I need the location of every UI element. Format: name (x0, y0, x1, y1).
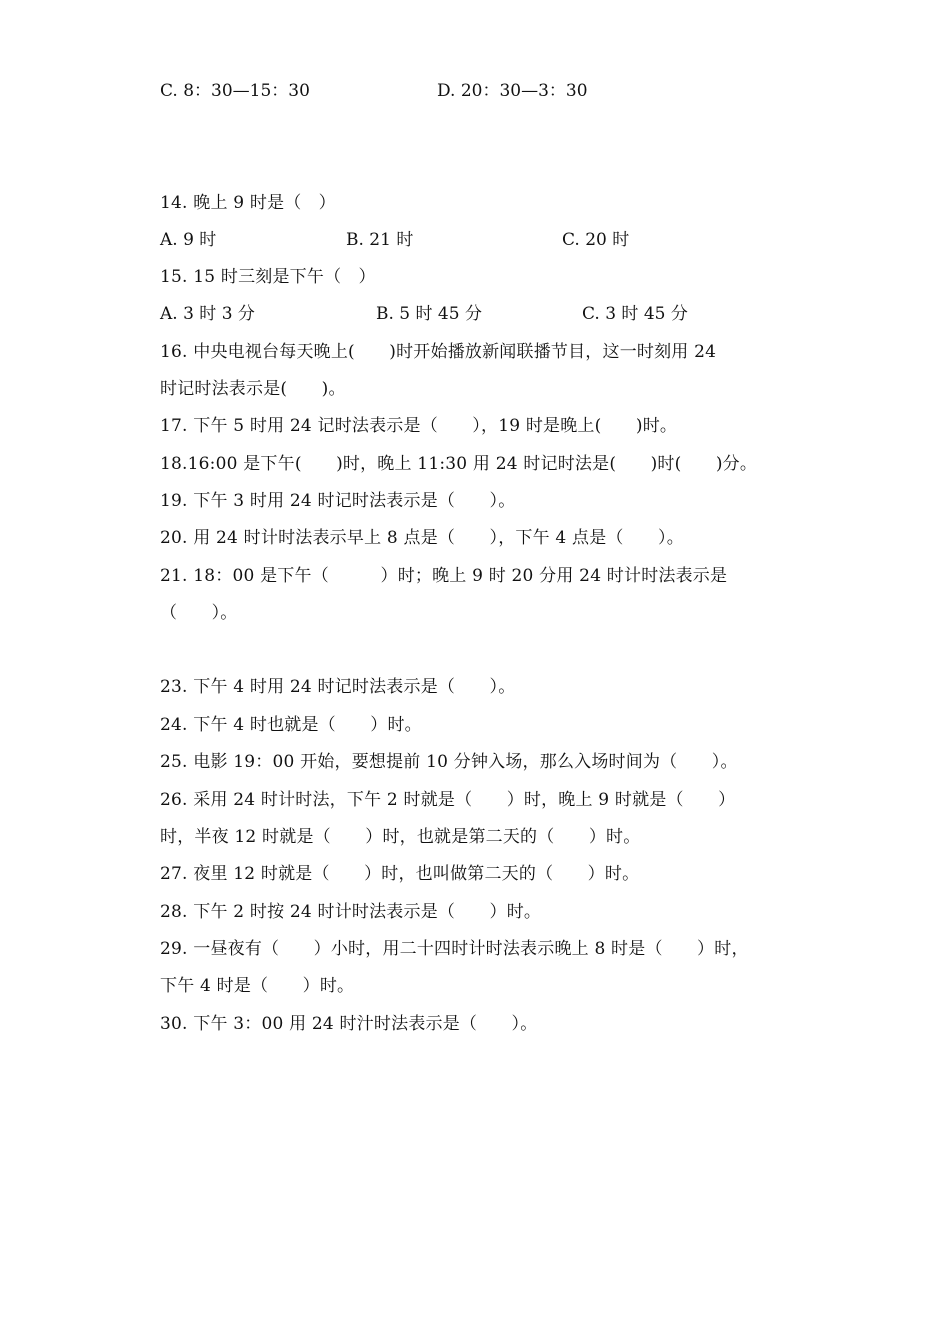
question-21-line-2: （ ）。 (160, 603, 238, 623)
question-14-stem: 14. 晚上 9 时是（ ） (160, 193, 336, 213)
question-26-line-1: 26. 采用 24 时计时法，下午 2 时就是（ ）时，晚上 9 时就是（ ） (160, 790, 736, 810)
question-25: 25. 电影 19：00 开始，要想提前 10 分钟入场，那么入场时间为（ ）。 (160, 752, 738, 772)
question-15-stem: 15. 15 时三刻是下午（ ） (160, 267, 376, 287)
question-18: 18.16:00 是下午( )时，晚上 11:30 用 24 时记时法是( )时( )分。 (160, 454, 758, 474)
option-a: A. 9 时 (160, 230, 217, 250)
option-a: A. 3 时 3 分 (160, 304, 255, 324)
question-27: 27. 夜里 12 时就是（ ）时，也叫做第二天的（ ）时。 (160, 864, 640, 884)
option-c: C. 8：30—15：30 (160, 81, 310, 101)
question-16-line-1: 16. 中央电视台每天晚上( )时开始播放新闻联播节目，这一时刻用 24 (160, 342, 717, 362)
question-14-options (160, 229, 800, 251)
question-29-line-1: 29. 一昼夜有（ ）小时，用二十四时计时法表示晚上 8 时是（ ）时， (160, 939, 749, 959)
question-19: 19. 下午 3 时用 24 时记时法表示是（ ）。 (160, 491, 516, 511)
question-24: 24. 下午 4 时也就是（ ）时。 (160, 715, 422, 735)
question-28: 28. 下午 2 时按 24 时计时法表示是（ ）时。 (160, 902, 542, 922)
question-13-options (160, 80, 800, 102)
option-b: B. 21 时 (346, 230, 414, 250)
option-c: C. 3 时 45 分 (582, 304, 688, 324)
question-20: 20. 用 24 时计时法表示早上 8 点是（ ），下午 4 点是（ ）。 (160, 528, 684, 548)
question-30: 30. 下午 3：00 用 24 时汁时法表示是（ ）。 (160, 1014, 538, 1034)
question-17: 17. 下午 5 时用 24 记时法表示是（ ），19 时是晚上( )时。 (160, 416, 678, 436)
option-b: B. 5 时 45 分 (376, 304, 482, 324)
question-21-line-1: 21. 18：00 是下午（ ）时；晚上 9 时 20 分用 24 时计时法表示是 (160, 566, 728, 586)
question-23: 23. 下午 4 时用 24 时记时法表示是（ ）。 (160, 677, 516, 697)
option-c: C. 20 时 (562, 230, 630, 250)
question-15-options (160, 303, 800, 325)
option-d: D. 20：30—3：30 (437, 81, 588, 101)
question-16-line-2: 时记时法表示是( )。 (160, 379, 346, 399)
question-26-line-2: 时，半夜 12 时就是（ ）时，也就是第二天的（ ）时。 (160, 827, 641, 847)
question-29-line-2: 下午 4 时是（ ）时。 (160, 976, 355, 996)
